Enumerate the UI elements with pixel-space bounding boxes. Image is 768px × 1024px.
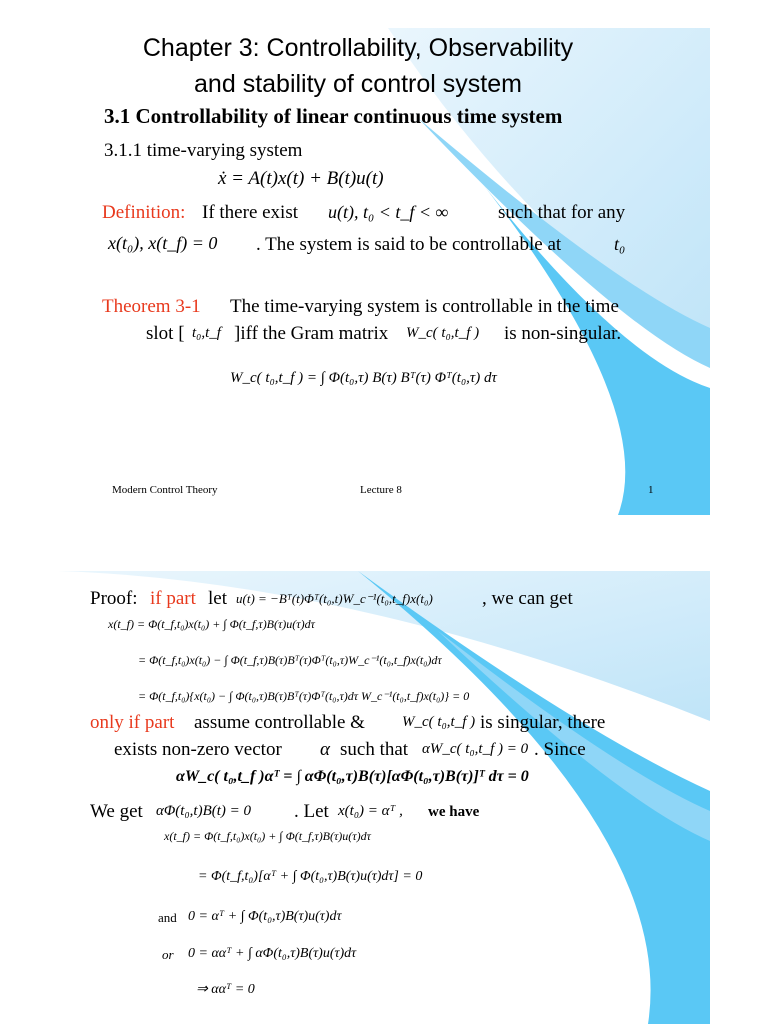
we-have-text: we have	[428, 804, 480, 820]
and-label: and	[158, 910, 177, 925]
slide-background-swoosh	[58, 28, 710, 515]
proof-get: , we can get	[482, 588, 573, 609]
gram-matrix-formula: W_c( t₀,t_f ) = ∫ Φ(t₀,τ) B(τ) Bᵀ(τ) Φᵀ(t₀,τ) dτ	[230, 370, 497, 386]
proof-equation-5: = Φ(t_f,t₀)[αᵀ + ∫ Φ(t₀,τ)B(τ)u(τ)dτ] = 0	[198, 869, 423, 884]
definition-t0: t₀	[614, 234, 626, 254]
proof-equation-6: 0 = αᵀ + ∫ Φ(t₀,τ)B(τ)u(τ)dτ	[188, 909, 342, 924]
definition-states: x(t₀), x(t_f) = 0	[108, 233, 218, 253]
or-label: or	[162, 947, 174, 962]
if-part-label: if part	[150, 588, 196, 609]
definition-text-a: If there exist	[202, 202, 299, 223]
only-if-part-label: only if part	[90, 712, 175, 733]
nonzero-text-b: such that	[340, 739, 409, 760]
proof-conclusion: ⇒ ααᵀ = 0	[196, 982, 255, 997]
alpha-symbol: α	[320, 739, 330, 760]
proof-equation-7: 0 = ααᵀ + ∫ αΦ(t₀,τ)B(τ)u(τ)dτ	[188, 946, 357, 961]
theorem-slot: t₀,t_f	[192, 325, 221, 341]
footer-lecture: Lecture 8	[360, 484, 402, 496]
we-get-text: We get	[90, 801, 143, 822]
theorem-text-b-post: ]iff the Gram matrix	[234, 323, 389, 344]
proof-equation-4: x(t_f) = Φ(t_f,t₀)x(t₀) + ∫ Φ(t_f,τ)B(τ)u(τ)dτ	[164, 829, 371, 843]
let-text: . Let	[294, 801, 329, 822]
we-get-equation: αΦ(t₀,t)B(t) = 0	[156, 803, 252, 819]
alpha-gram-zero: αW_c( t₀,t_f ) = 0	[422, 741, 529, 757]
theorem-text-a: The time-varying system is controllable in the time	[230, 296, 619, 317]
theorem-text-b-pre: slot [	[146, 323, 185, 344]
state-equation: ẋ = A(t)x(t) + B(t)u(t)	[218, 168, 384, 189]
proof-label: Proof:	[90, 588, 138, 609]
let-equation: x(t₀) = αᵀ ,	[338, 803, 403, 819]
definition-condition: u(t), t₀ < t_f < ∞	[328, 202, 449, 222]
definition-text-c: . The system is said to be controllable at	[256, 234, 562, 255]
nonzero-text-a: exists non-zero vector	[114, 739, 282, 760]
only-if-gram: W_c( t₀,t_f )	[402, 714, 476, 730]
theorem-text-c: is non-singular.	[504, 323, 622, 344]
footer-page-number: 1	[648, 484, 654, 496]
proof-equation-1: x(t_f) = Φ(t_f,t₀)x(t₀) + ∫ Φ(t_f,τ)B(τ)u(τ)dτ	[108, 617, 315, 631]
slide-title-line-2: and stability of control system	[194, 70, 522, 98]
slide-2	[58, 571, 710, 1024]
proof-let: let	[208, 588, 227, 609]
definition-text-b: such that for any	[498, 202, 626, 223]
footer-course: Modern Control Theory	[112, 484, 218, 496]
theorem-gram: W_c( t₀,t_f )	[406, 325, 480, 341]
proof-equation-2: = Φ(t_f,t₀)x(t₀) − ∫ Φ(t_f,τ)B(τ)Bᵀ(τ)Φᵀ(t₀,τ)W_c⁻¹(t₀,t_f)x(t₀)dτ	[138, 653, 442, 667]
control-law: u(t) = −Bᵀ(t)Φᵀ(t₀,t)W_c⁻¹(t₀,t_f)x(t₀)	[236, 591, 433, 606]
only-if-text-a: assume controllable &	[194, 712, 365, 733]
alpha-quadratic-formula: αW_c( t₀,t_f )αᵀ = ∫ αΦ(t₀,τ)B(τ)[αΦ(t₀,τ)B(τ)]ᵀ dτ = 0	[176, 768, 529, 785]
section-heading: 3.1 Controllability of linear continuous time system	[104, 104, 563, 128]
slide-1	[58, 28, 710, 515]
theorem-label: Theorem 3-1	[102, 296, 201, 317]
only-if-text-b: is singular, there	[480, 712, 606, 733]
definition-label: Definition:	[102, 202, 186, 223]
since-text: . Since	[534, 739, 586, 760]
slide-background-swoosh	[58, 571, 710, 1024]
slide-title-line-1: Chapter 3: Controllability, Observability	[142, 34, 574, 62]
proof-equation-3: = Φ(t_f,t₀){x(t₀) − ∫ Φ(t₀,τ)B(τ)Bᵀ(τ)Φᵀ(t₀,τ)dτ W_c⁻¹(t₀,t_f)x(t₀)} = 0	[138, 689, 470, 703]
subsection-heading: 3.1.1 time-varying system	[104, 140, 303, 161]
